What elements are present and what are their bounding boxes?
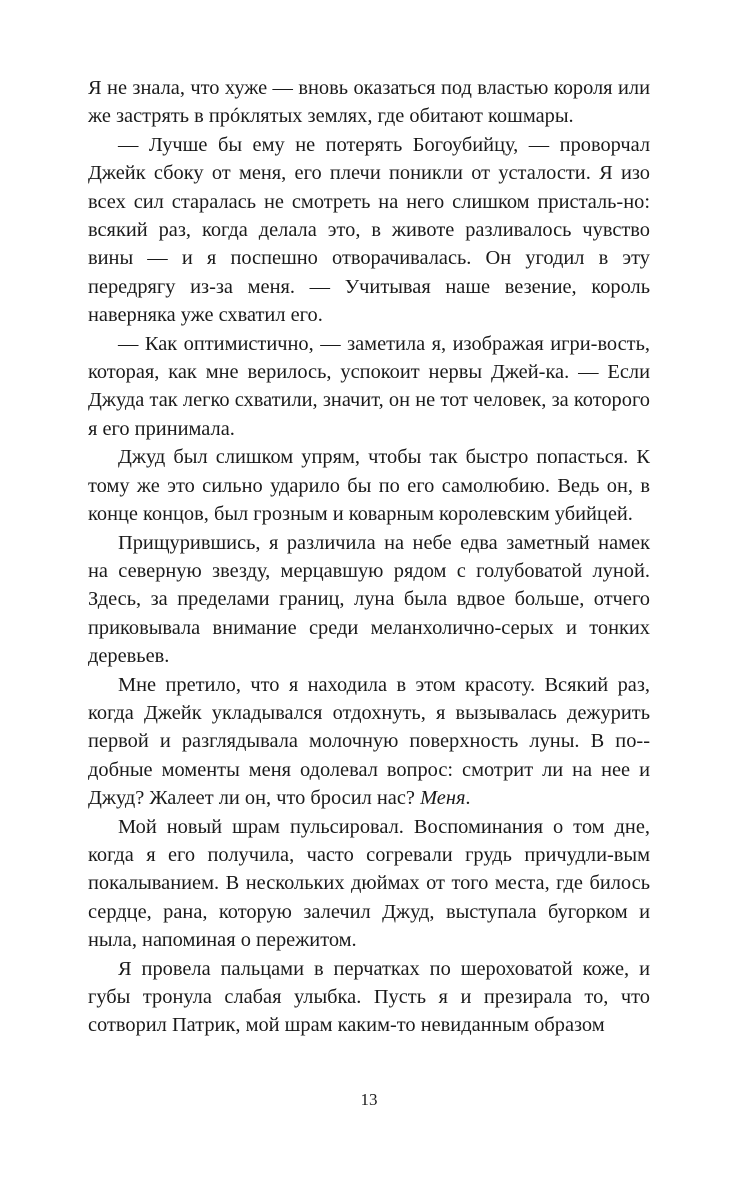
paragraph-6: [88, 671, 650, 813]
paragraph-1: Я не знала, что хуже — вновь оказаться под властью короля или же застрять в прóклятых землях, где обитают кошмары.: [88, 77, 650, 128]
paragraph-7: Мой новый шрам пульсировал. Воспоминания о том дне, когда я его получила, часто согревали грудь причудли-вым покалыванием. В нескольких дюймах от того места, где билось сердце, рана, которую залечил Джуд, выступала бугорком и ныла, напоминая о пережитом.: [88, 815, 650, 952]
paragraph-4: Джуд был слишком упрям, чтобы так быстро попасться. К тому же это сильно ударило бы по его самолюбию. Ведь он, в конце концов, был грозным и коварным королевским убийцей.: [88, 446, 650, 526]
paragraph-6-text: Мне претило, что я находила в этом красоту. Всякий раз, когда Джейк укладывался отдохнуть, я вызывалась дежурить первой и разглядывала молочную поверхность луны. В по-добные моменты меня одолевал вопрос: смотрит ли на нее и Джуд? Жалеет ли он, что бросил нас?: [88, 673, 650, 810]
paragraph-8: Я провела пальцами в перчатках по шероховатой коже, и губы тронула слабая улыбка. Пусть я и презирала то, что сотворил Патрик, мой шрам каким-то невиданным образом: [88, 957, 650, 1037]
paragraph-3: — Как оптимистично, — заметила я, изображая игри-вость, которая, как мне верилось, успокоит нервы Джей-ка. — Если Джуда так легко схватили, значит, он не тот человек, за которого я его принимала.: [88, 332, 650, 440]
paragraph-6-tail: .: [465, 787, 471, 810]
paragraph-6-italic: Меня: [420, 787, 466, 810]
page-number: 13: [360, 1090, 378, 1109]
paragraph-2: — Лучше бы ему не потерять Богоубийцу, — проворчал Джейк сбоку от меня, его плечи поникли от усталости. Я изо всех сил старалась не смотреть на него слишком присталь-но: всякий раз, когда делала это, в животе разливалось чувство вины — и я поспешно отворачивалась. Он угодил в эту передрягу из-за меня. — Учитывая наше везение, король наверняка уже схватил его.: [88, 133, 650, 327]
paragraph-5: Прищурившись, я различила на небе едва заметный намек на северную звезду, мерцавшую рядом с голубоватой луной. Здесь, за пределами границ, луна была вдвое больше, отчего приковывала внимание среди меланхолично-серых и тонких деревьев.: [88, 531, 650, 668]
body-text: [88, 74, 650, 1040]
